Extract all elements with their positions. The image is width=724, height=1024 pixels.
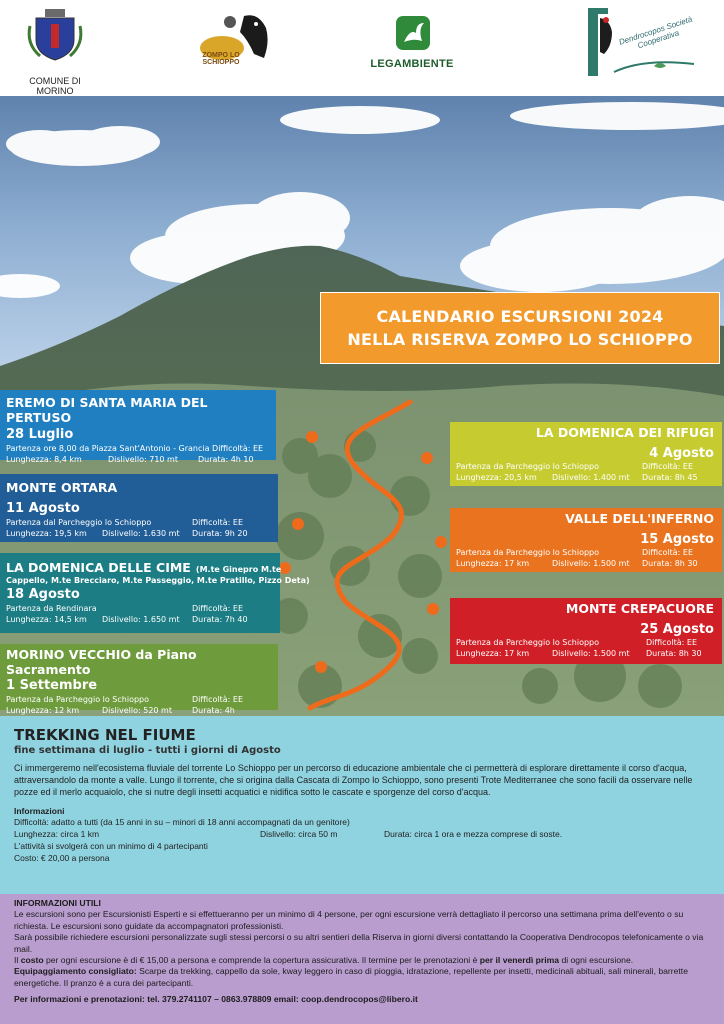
excursion-date: 15 Agosto [640,532,714,547]
info-paragraph-2: Sarà possibile richiedere escursioni personalizzate sugli stessi percorsi o su altri sentieri della Riserva in giorni diversi contattando la Cooperativa Dendrocopos telefonicamente o via mail. [14,932,704,954]
excursion-peaks-1: (M.te Ginepro M.te [195,565,282,574]
excursion-name: MORINO VECCHIO da Piano Sacramento [6,647,197,677]
excursion-elevation: Dislivello: 1.650 mt [102,615,180,624]
excursion-start: Partenza da Parcheggio lo Schioppo [456,548,600,557]
excursion-date: 4 Agosto [649,446,714,461]
excursion-name: MONTE CREPACUORE [565,601,714,616]
title-line-2: NELLA RISERVA ZOMPO LO SCHIOPPO [347,330,693,349]
title-banner [320,292,720,364]
excursion-length: Lunghezza: 17 km [456,559,530,568]
excursion-date: 25 Agosto [640,622,714,637]
excursion-name: MONTE ORTARA [6,480,118,495]
excursion-difficulty: Difficoltà: EE [646,638,698,647]
info-contact: Per informazioni e prenotazioni: tel. 379.2741107 – 0863.978809 email: coop.dendrocopos@libero.it [14,994,418,1005]
excursion-start: Partenza da Rendinara [6,604,97,613]
excursion-difficulty: Difficoltà: EE [192,518,244,527]
excursion-date: 18 Agosto [6,587,80,602]
excursion-rifugi [450,422,722,486]
schioppo-logo-text: ZOMPO LO SCHIOPPO [202,52,240,66]
excursion-name: LA DOMENICA DELLE CIME [6,560,191,575]
excursion-duration: Durata: 9h 20 [192,529,248,538]
dendrocopos-logo-text: Dendrocopos Società Cooperativa [617,14,694,51]
trekking-difficulty: Difficoltà: adatto a tutti (da 15 anni in su – minori di 18 anni accompagnati da un genitore) [14,817,350,827]
trekking-description: Ci immergeremo nell'ecosistema fluviale del torrente Lo Schioppo per un percorso di educazione ambientale che ci permetterà di esplorare direttamente il corso d'acqua, attraversandolo da monte a valle. Lungo il torrente, che si origina dalla Cascata di Zompo lo Schioppo, sono presenti Trote Mediterranee che sono facili da osservare nelle pozze ed il merlo acquaiolo, che si nutre degli insetti acquatici e nidifica sotto le cascate e sporgenze del corso d'acqua. [14,763,693,797]
zompo-lo-schioppo-logo [196,8,278,74]
excursion-peaks-2: Cappello, M.te Brecciaro, M.te Passeggio, M.te Pratillo, Pizzo Deta) [6,576,310,585]
comune-caption: COMUNE DI MORINO [29,76,81,96]
excursion-elevation: Dislivello: 710 mt [108,455,178,464]
info-deadline: per il venerdì prima [479,955,560,966]
excursion-duration: Durata: 8h 30 [642,559,698,568]
excursion-start: Partenza dal Parcheggio lo Schioppo [6,518,152,527]
excursion-start: Partenza da Parcheggio lo Schioppo [456,462,600,471]
trekking-section [0,716,724,894]
excursion-elevation: Dislivello: 1.500 mt [552,649,630,658]
excursion-difficulty: Difficoltà: EE [642,462,694,471]
excursion-date: 1 Settembre [6,678,98,693]
info-cost-label: costo [20,955,44,966]
excursion-length: Lunghezza: 12 km [6,706,80,715]
coat-of-arms-icon [14,6,96,76]
excursion-length: Lunghezza: 8,4 km [6,455,82,464]
excursion-start: Partenza da Parcheggio lo Schioppo [456,638,600,647]
excursion-cime [0,553,310,633]
trekking-title: TREKKING NEL FIUME [14,726,196,744]
trekking-minimum: L'attività si svolgerà con un minimo di 4 partecipanti [14,841,208,851]
trekking-cost: Costo: € 20,00 a persona [14,853,110,863]
excursion-length: Lunghezza: 17 km [456,649,530,658]
excursion-name: LA DOMENICA DEI RIFUGI [535,425,714,440]
trekking-elevation: Dislivello: circa 50 m [260,829,338,839]
excursion-crepacuore [450,598,722,664]
excursion-name: VALLE DELL'INFERNO [565,511,714,526]
excursion-start: Partenza da Parcheggio lo Schioppo [6,695,150,704]
excursion-length: Lunghezza: 20,5 km [456,473,537,482]
trekking-subtitle: fine settimana di luglio - tutti i giorni di Agosto [14,745,281,756]
title-line-1: CALENDARIO ESCURSIONI 2024 [376,307,664,326]
comune-logo [14,6,96,96]
excursion-ortara [0,474,278,542]
excursion-eremo [0,390,276,464]
legambiente-label: LEGAMBIENTE [370,58,454,70]
excursion-elevation: Dislivello: 1.400 mt [552,473,630,482]
excursion-duration: Durata: 8h 30 [646,649,702,658]
header [0,0,724,96]
excursion-length: Lunghezza: 19,5 km [6,529,87,538]
info-section [0,894,724,1024]
excursion-duration: Durata: 4h 10 [198,455,254,464]
excursion-duration: Durata: 8h 45 [642,473,698,482]
info-paragraph-3 [14,955,710,966]
excursion-morino [0,644,278,715]
trekking-length: Lunghezza: circa 1 km [14,829,100,839]
excursion-date: 28 Luglio [6,427,74,442]
info-paragraph-1: Le escursioni sono per Escursionisti Esperti e si effettueranno per un minimo di 4 persone, per ogni escursione verrà dettagliato il percorso una settimana prima dell'evento o su richiesta. Le escursioni sono guidate da accompagnatori professionisti. [14,909,684,931]
excursion-difficulty: Difficoltà: EE [642,548,694,557]
legambiente-logo [364,12,460,76]
excursion-difficulty: Difficoltà: EE [192,695,244,704]
excursion-date: 11 Agosto [6,501,80,516]
info-cost-prefix: Il [14,955,21,966]
excursion-name: EREMO DI SANTA MARIA DEL PERTUSO [6,395,208,425]
excursion-inferno [450,508,722,572]
info-equipment-label: Equipaggiamento consigliato: [14,966,137,977]
info-equipment-text: Scarpe da trekking, cappello da sole, kway leggero in caso di pioggia, idratazione, repellente per insetti, medicinali abituali, sali minerali, barrette energetiche. Il pranzo è a cura dei partecipanti. [14,966,688,988]
excursion-length: Lunghezza: 14,5 km [6,615,87,624]
trekking-duration: Durata: circa 1 ora e mezza comprese di soste. [384,829,563,839]
excursion-difficulty: Difficoltà: EE [192,604,244,613]
excursion-elevation: Dislivello: 520 mt [102,706,172,715]
excursion-start: Partenza ore 8,00 da Piazza Sant'Antonio - Grancia Difficoltà: EE [6,444,264,453]
info-cost-suffix: di ogni escursione. [559,955,634,966]
excursion-duration: Durata: 4h [192,706,235,715]
dendrocopos-logo [584,6,704,80]
swan-icon [364,12,460,56]
excursion-elevation: Dislivello: 1.500 mt [552,559,630,568]
excursion-elevation: Dislivello: 1.630 mt [102,529,180,538]
trekking-info-title: Informazioni [14,806,65,816]
info-title: INFORMAZIONI UTILI [14,898,101,908]
info-paragraph-4 [14,966,710,989]
info-cost-text: per ogni escursione è di € 15,00 a persona e comprende la copertura assicurativa. Il termine per le prenotazioni è [43,955,480,966]
excursion-duration: Durata: 7h 40 [192,615,248,624]
